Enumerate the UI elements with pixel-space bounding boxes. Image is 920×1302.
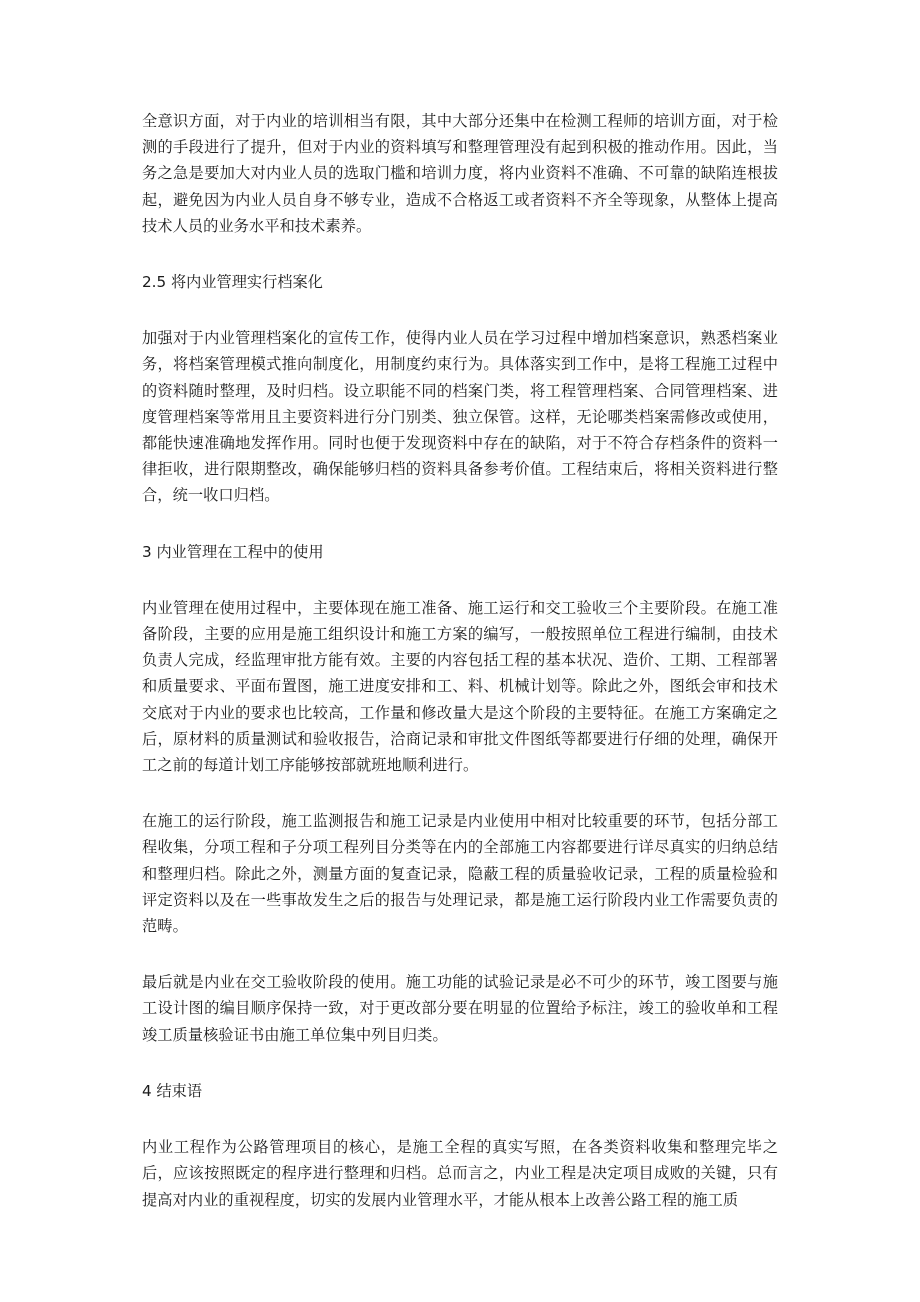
paragraph-preparation-stage: 内业管理在使用过程中，主要体现在施工准备、施工运行和交工验收三个主要阶段。在施工准备阶段，主要的应用是施工组织设计和施工方案的编写，一般按照单位工程进行编制，由技术负责人完成，经监理审批方能有效。主要的内容包括工程的基本状况、造价、工期、工程部署和质量要求、平面布置图，施工进度安排和工、料、机械计划等。除此之外，图纸会审和技术交底对于内业的要求也比较高，工作量和修改量大是这个阶段的主要特征。在施工方案确定之后，原材料的质量测试和验收报告，洽商记录和审批文件图纸等都要进行仔细的处理，确保开工之前的每道计划工序能够按部就班地顺利进行。 (142, 598, 778, 775)
paragraph-training: 全意识方面，对于内业的培训相当有限，其中大部分还集中在检测工程师的培训方面，对于检测的手段进行了提升，但对于内业的资料填写和整理管理没有起到积极的推动作用。因此，当务之急是要加大对内业人员的选取门槛和培训力度，将内业资料不准确、不可靠的缺陷连根拔起，避免因为内业人员自身不够专业，造成不合格返工或者资料不齐全等现象，从整体上提高技术人员的业务水平和技术素养。 (142, 112, 778, 235)
paragraph-operation-stage: 在施工的运行阶段，施工监测报告和施工记录是内业使用中相对比较重要的环节，包括分部工程收集，分项工程和子分项工程列目分类等在内的全部施工内容都要进行详尽真实的归纳总结和整理归档。除此之外，测量方面的复查记录，隐蔽工程的质量验收记录，工程的质量检验和评定资料以及在一些事故发生之后的报告与处理记录，都是施工运行阶段内业工作需要负责的范畴。 (142, 812, 778, 936)
section-heading-2-5: 2.5 将内业管理实行档案化 (142, 273, 323, 292)
section-heading-4: 4 结束语 (142, 1081, 203, 1100)
paragraph-archiving: 加强对于内业管理档案化的宣传工作，使得内业人员在学习过程中增加档案意识，熟悉档案业务，将档案管理模式推向制度化，用制度约束行为。具体落实到工作中，是将工程施工过程中的资料随时整理，及时归档。设立职能不同的档案门类，将工程管理档案、合同管理档案、进度管理档案等常用且主要资料进行分门别类、独立保管。这样，无论哪类档案需修改或使用，都能快速准确地发挥作用。同时也便于发现资料中存在的缺陷，对于不符合存档条件的资料一律拒收，进行限期整改，确保能够归档的资料具备参考价值。工程结束后，将相关资料进行整合，统一收口归档。 (142, 329, 778, 505)
section-heading-3: 3 内业管理在工程中的使用 (142, 542, 324, 561)
document-body (142, 108, 778, 1213)
paragraph-conclusion: 内业工程作为公路管理项目的核心，是施工全程的真实写照，在各类资料收集和整理完毕之后，应该按照既定的程序进行整理和归档。总而言之，内业工程是决定项目成败的关键，只有提高对内业的重视程度，切实的发展内业管理水平，才能从根本上改善公路工程的施工质 (142, 1138, 778, 1209)
paragraph-acceptance-stage: 最后就是内业在交工验收阶段的使用。施工功能的试验记录是必不可少的环节，竣工图要与施工设计图的编目顺序保持一致，对于更改部分要在明显的位置给予标注，竣工的验收单和工程竣工质量核验证书由施工单位集中列目归类。 (142, 973, 778, 1044)
